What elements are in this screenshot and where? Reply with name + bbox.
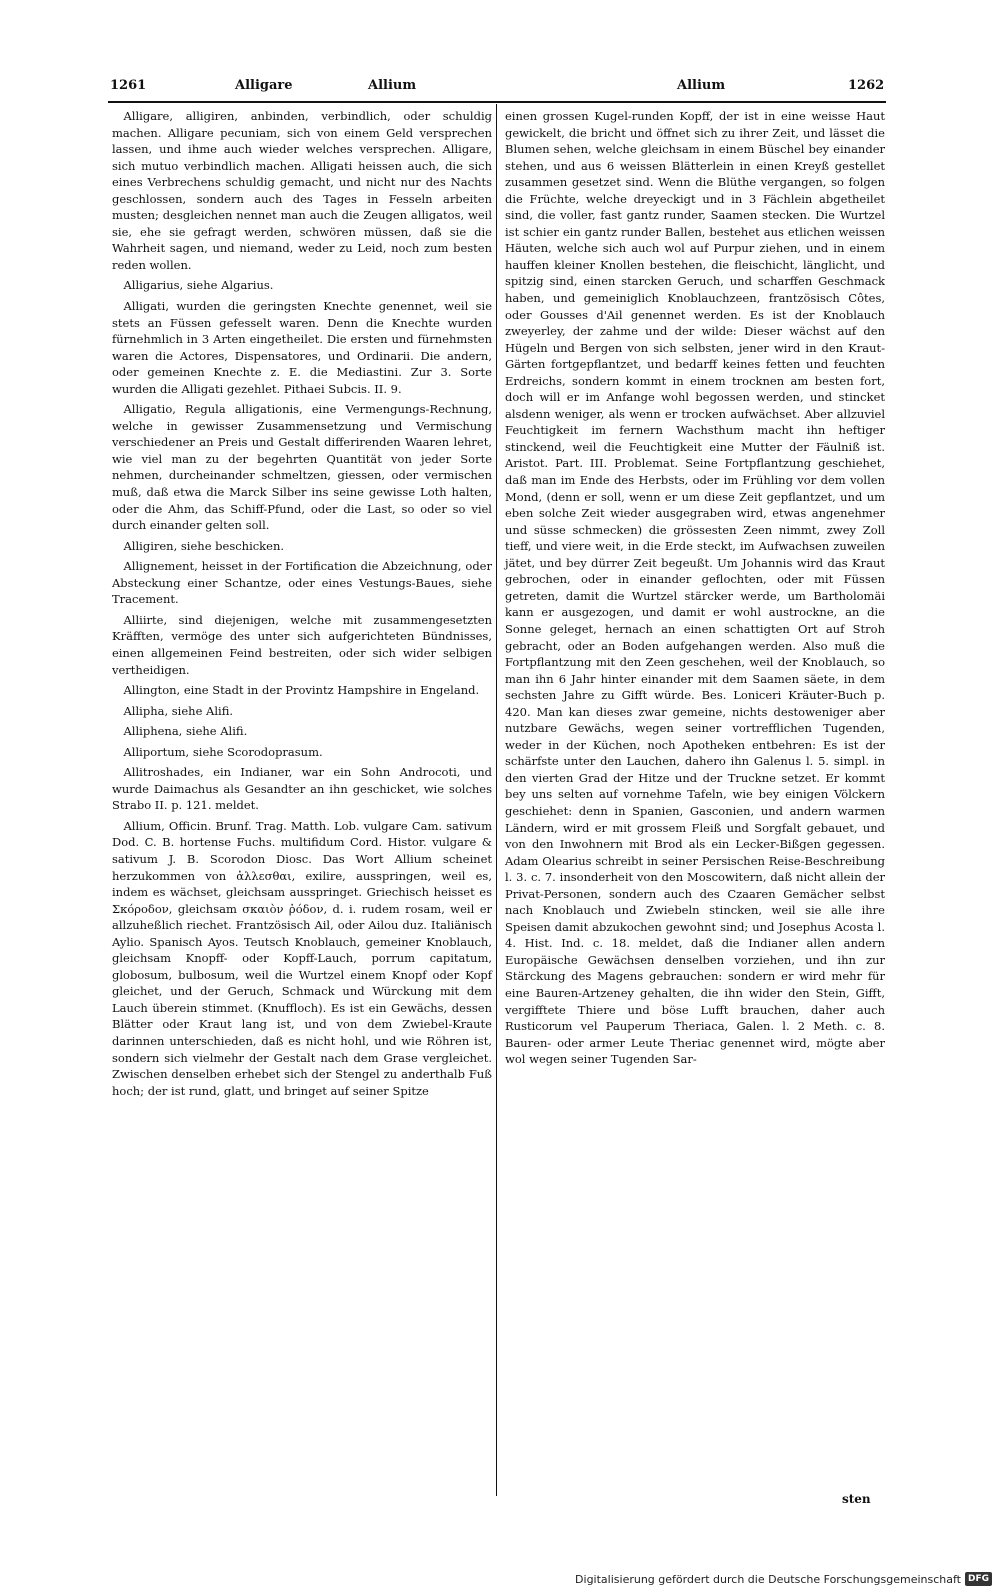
page-header	[110, 78, 885, 100]
entry-alligatio: Alligatio, Regula alligationis, eine Vermengungs-Rechnung, welche in gewisser Zusammensetzung und Vermischung verschiedener an Preis und Gestalt differirenden Waaren lehret, wie viel man zu der begehrten Quantität von jeder Sorte nehmen, durcheinander schmeltzen, giessen, oder vermischen muß, daß etwa die Marck Silber ins seine gewisse Loth halten, oder die Ahm, das Schiff-Pfund, oder die Last, so oder so viel durch einander gelten soll.	[112, 402, 492, 533]
right-headword: Allium	[677, 78, 726, 93]
entry-alliphena: Alliphena, siehe Alifi.	[123, 724, 248, 739]
entry-alliirte: Alliirte, sind diejenigen, welche mit zusammengesetzten Kräfften, vermöge des unter sich aufgerichteten Bündnisses, einen allgemeinen Feind bestreiten, oder sich wider selbigen vertheidigen.	[112, 612, 492, 677]
left-column	[112, 108, 492, 1103]
footer	[575, 1572, 992, 1586]
catchword: sten	[842, 1492, 871, 1506]
entry-allitroshades: Allitroshades, ein Indianer, war ein Sohn Androcoti, und wurde Daimachus als Gesandter an ihn geschicket, wie solches Strabo II. p. 121. meldet.	[112, 765, 492, 813]
right-column	[505, 108, 885, 1072]
header-rule	[108, 101, 886, 103]
left-headword: Allium	[368, 78, 417, 93]
entry-allington: Allington, eine Stadt in der Provintz Hampshire in Engeland.	[123, 683, 480, 698]
dfg-logo-icon: DFG	[965, 1572, 992, 1586]
entry-alligiren: Alligiren, siehe beschicken.	[123, 538, 285, 553]
column-divider	[496, 104, 497, 1496]
left-page-number: 1261	[110, 78, 147, 93]
entry-alligarius: Alligarius, siehe Algarius.	[123, 278, 274, 293]
entry-allignement: Allignement, heisset in der Fortification die Abzeichnung, oder Absteckung einer Schantze, oder eines Vestungs-Baues, siehe Tracement.	[112, 559, 492, 607]
footer-text: Digitalisierung gefördert durch die Deutsche Forschungsgemeinschaft	[575, 1572, 961, 1586]
entry-allium: Allium, Officin. Brunf. Trag. Matth. Lob. vulgare Cam. sativum Dod. C. B. hortense Fuchs. multifidum Cord. Histor. vulgare & sativum J. B. Scorodon Diosc. Das Wort Allium scheinet herzukommen von ἀλλεσθαι, exilire, ausspringen, weil es, indem es wächset, gleichsam ausspringet. Griechisch heisset es Σκόροδον, gleichsam σκαιὸν ῥόδον, d. i. rudem rosam, weil er allzuheßlich riechet. Frantzösisch Ail, oder Ailou duz. Italiänisch Aylio. Spanisch Ayos. Teutsch Knoblauch, gemeiner Knoblauch, gleichsam Knopff- oder Kopff-Lauch, porrum capitatum, globosum, bulbosum, weil die Wurtzel einem Knopf oder Kopf gleichet, und der Geruch, Schmack und Würckung mit dem Lauch überein stimmet. (Knuffloch). Es ist ein Gewächs, dessen Blätter oder Kraut lang ist, und von dem Zwiebel-Kraute darinnen unterschieden, daß es nicht hohl, und wie Röhren ist, sondern sich vielmehr der Gestalt nach dem Grase vergleichet. Zwischen denselben erhebet sich der Stengel zu anderthalb Fuß hoch; der ist rund, glatt, und bringet auf seiner Spitze	[112, 818, 492, 1098]
entry-alligare: Alligare, alligiren, anbinden, verbindlich, oder schuldig machen. Alligare pecuniam, sich von einem Geld versprechen lassen, und ihme auch wieder welches versprechen. Alligare, sich mutuo verbindlich machen. Alligati heissen auch, die sich eines Verbrechens schuldig gemacht, und nicht nur des Nachts geschlossen, sondern auch des Tages in Fesseln arbeiten musten; desgleichen nennet man auch die Zeugen alligatos, weil sie, ehe sie gefragt werden, schwören müssen, daß sie die Wahrheit sagen, und niemand, weder zu Leid, noch zum besten reden wollen.	[112, 109, 492, 272]
left-keyword: Alligare	[235, 78, 293, 93]
entry-allipha: Allipha, siehe Alifi.	[123, 703, 234, 718]
entry-alligati: Alligati, wurden die geringsten Knechte genennet, weil sie stets an Füssen gefesselt waren. Denn die Knechte wurden fürnehmlich in 3 Arten eingetheilet. Die ersten und fürnehmsten waren die Actores, Dispensatores, und Ordinarii. Die andern, oder gemeinen Knechte z. E. die Mediastini. Zur 3. Sorte wurden die Alligati gezehlet. Pithaei Subcis. II. 9.	[112, 299, 492, 396]
entry-allium-continued: einen grossen Kugel-runden Kopff, der ist in eine weisse Haut gewickelt, die bricht und öffnet sich zu ihrer Zeit, und lässet die Blumen sehen, welche gleichsam in einem Büschel bey einander stehen, und aus 6 weissen Blätterlein in einen Kreyß gestellet zusammen gesetzet sind. Wenn die Blüthe vergangen, so folgen die Früchte, welche dreyeckigt und in 3 Fächlein abgetheilet sind, die voller, fast gantz runder, Saamen stecken. Die Wurtzel ist schier ein gantz runder Ballen, bestehet aus etlichen weissen Häuten, welche sich auch wol auf Purpur ziehen, und in einem hauffen kleiner Knollen bestehen, die fleischicht, länglicht, und spitzig sind, einen starcken Geruch, und scharffen Geschmack haben, und gemeiniglich Knoblauchzeen, frantzösisch Côtes, oder Gousses d'Ail genennet werden. Es ist der Knoblauch zweyerley, der zahme und der wilde: Dieser wächst auf den Hügeln und Bergen von sich selbsten, jener wird in den Kraut-Gärten fortgepflantzet, und bedarff keines fetten und feuchten Erdreichs, sondern kommt in einem trocknen am besten fort, doch will er im Anfange wohl begossen werden, und stincket alsdenn weniger, als wenn er trocken aufwächset. Aber allzuviel Feuchtigkeit im fernern Wachsthum macht ihn heftiger stinckend, weil die Feuchtigkeit eine Mutter der Fäulniß ist. Aristot. Part. III. Problemat. Seine Fortpflantzung geschiehet, daß man im Ende des Herbsts, oder im Frühling vor dem vollen Mond, (denn er soll, wenn er um diese Zeit gepflantzet, und um eben solche Zeit wieder ausgegraben wird, etwas angenehmer und süsse schmecken) die grössesten Zeen nimmt, zwey Zoll tieff, und viere weit, in die Erde steckt, im Aufwachsen zuweilen jätet, und bey dürrer Zeit begeußt. Um Johannis wird das Kraut gebrochen, oder in einander geflochten, oder mit Füssen getreten, damit die Wurtzel stärcker werde, um Bartholomäi kann er ausgezogen, und damit er wohl austrockne, an die Sonne geleget, hernach an einen schattigten Ort auf Stroh gebracht, oder an Boden aufgehangen werden. Also muß die Fortpflantzung mit den Zeen geschehen, weil der Knoblauch, so man ihn 6 Jahr hinter einander mit dem Saamen säete, in dem sechsten Jahre zu Gifft würde. Bes. Loniceri Kräuter-Buch p. 420. Man kan dieses zwar gemeine, nichts destoweniger aber nutzbare Gewächs, wegen seiner vortrefflichen Tugenden, weder in der Küchen, noch Apotheken entbehren: Es ist der schärfste unter den Lauchen, dahero ihn Galenus l. 5. simpl. in den vierten Grad der Hitze und der Truckne setzet. Er kommt bey uns selten auf vornehme Tafeln, wie bey einigen Völckern geschiehet: denn in Spanien, Gasconien, und andern warmen Ländern, wird er mit grossem Fleiß und Sorgfalt gebauet, und von den Inwohnern mit Brod als ein Lecker-Bißgen gegessen. Adam Olearius schreibt in seiner Persischen Reise-Beschreibung l. 3. c. 7. insonderheit von den Moscowitern, daß nicht allein der Privat-Personen, sondern auch des Czaaren Gemächer selbst nach Knoblauch und Zwiebeln stincken, weil sie alle ihre Speisen damit abzukochen gewohnt sind; und Josephus Acosta l. 4. Hist. Ind. c. 18. meldet, daß die Indianer allen andern Europäische Gewächsen denselben vorziehen, und ihn zur Stärckung des Magens gebrauchen: sondern er wird mehr für eine Bauren-Artzeney gehalten, die ihn wider den Stein, Gifft, vergifftete Thiere und böse Lufft brauchen, daher auch Rusticorum vel Pauperum Theriaca, Galen. l. 2 Meth. c. 8. Bauren- oder armer Leute Theriac genennet wird, mögte aber wol wegen seiner Tugenden Sar-	[505, 109, 885, 1067]
entry-alliportum: Alliportum, siehe Scorodoprasum.	[123, 744, 323, 759]
right-page-number: 1262	[848, 78, 885, 93]
